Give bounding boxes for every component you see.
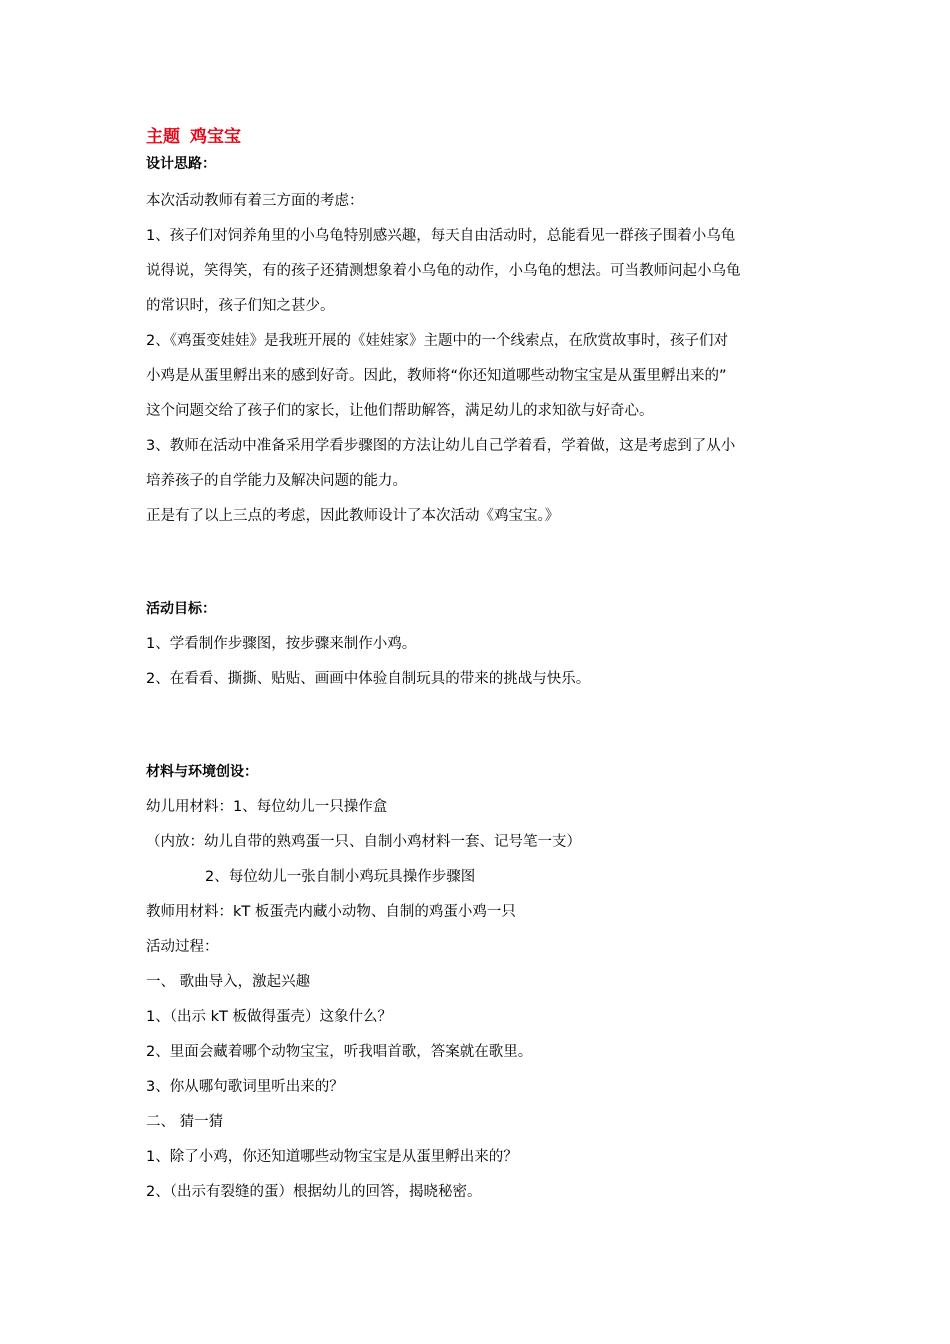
design-line: 的常识时，孩子们知之甚少。	[146, 298, 335, 314]
process-part-heading: 二、 猜一猜	[146, 1114, 224, 1130]
design-line: 这个问题交给了孩子们的家长，让他们帮助解答，满足幼儿的求知欲与好奇心。	[146, 403, 654, 419]
child-materials-line: 幼儿用材料：1、每位幼儿一只操作盒	[146, 799, 388, 815]
process-part-heading: 一、 歌曲导入，激起兴趣	[146, 974, 311, 990]
goal-item: 1、学看制作步骤图，按步骤来制作小鸡。	[146, 636, 417, 652]
child-materials-line: 2、每位幼儿一张自制小鸡玩具操作步骤图	[205, 869, 476, 885]
design-line: 3、教师在活动中准备采用学看步骤图的方法让幼儿自己学着看，学着做，这是考虑到了从小	[146, 438, 736, 454]
child-materials-line: （内放：幼儿自带的熟鸡蛋一只、自制小鸡材料一套、记号笔一支）	[146, 834, 581, 850]
process-label: 活动过程：	[146, 939, 219, 955]
document-title	[146, 122, 806, 152]
process-step: 1、（出示 kT 板做得蛋壳）这象什么？	[146, 1009, 392, 1025]
process-step: 3、你从哪句歌词里听出来的？	[146, 1079, 344, 1095]
process-step: 1、除了小鸡，你还知道哪些动物宝宝是从蛋里孵出来的？	[146, 1149, 518, 1165]
process-section	[146, 965, 806, 1210]
goals-heading: 活动目标：	[146, 601, 216, 617]
design-line: 正是有了以上三点的考虑，因此教师设计了本次活动《鸡宝宝。》	[146, 508, 560, 524]
design-line: 2、《鸡蛋变娃娃》是我班开展的《娃娃家》主题中的一个线索点，在欣赏故事时，孩子们对	[146, 333, 728, 349]
design-line: 本次活动教师有着三方面的考虑：	[146, 193, 364, 209]
materials-section	[146, 755, 806, 965]
process-step: 2、里面会藏着哪个动物宝宝，听我唱首歌，答案就在歌里。	[146, 1044, 533, 1060]
goal-item: 2、在看看、撕撕、贴贴、画画中体验自制玩具的带来的挑战与快乐。	[146, 671, 591, 687]
goals-section	[146, 592, 806, 697]
design-line: 小鸡是从蛋里孵出来的感到好奇。因此，教师将“你还知道哪些动物宝宝是从蛋里孵出来的”	[146, 368, 727, 384]
design-line: 1、孩子们对饲养角里的小乌龟特别感兴趣，每天自由活动时，总能看见一群孩子围着小乌龟	[146, 228, 736, 244]
materials-heading: 材料与环境创设：	[146, 764, 258, 780]
title-label: 主题	[146, 127, 180, 147]
design-section	[146, 184, 806, 534]
process-step: 2、（出示有裂缝的蛋）根据幼儿的回答，揭晓秘密。	[146, 1184, 482, 1200]
document-body	[146, 122, 806, 1210]
design-line: 培养孩子的自学能力及解决问题的能力。	[146, 473, 407, 489]
title-name: 鸡宝宝	[190, 127, 241, 147]
design-heading: 设计思路：	[146, 156, 216, 172]
design-line: 说得说，笑得笑，有的孩子还猜测想象着小乌龟的动作，小乌龟的想法。可当教师问起小乌龟	[146, 263, 741, 279]
teacher-materials-line: 教师用材料：kT 板蛋壳内藏小动物、自制的鸡蛋小鸡一只	[146, 904, 516, 920]
